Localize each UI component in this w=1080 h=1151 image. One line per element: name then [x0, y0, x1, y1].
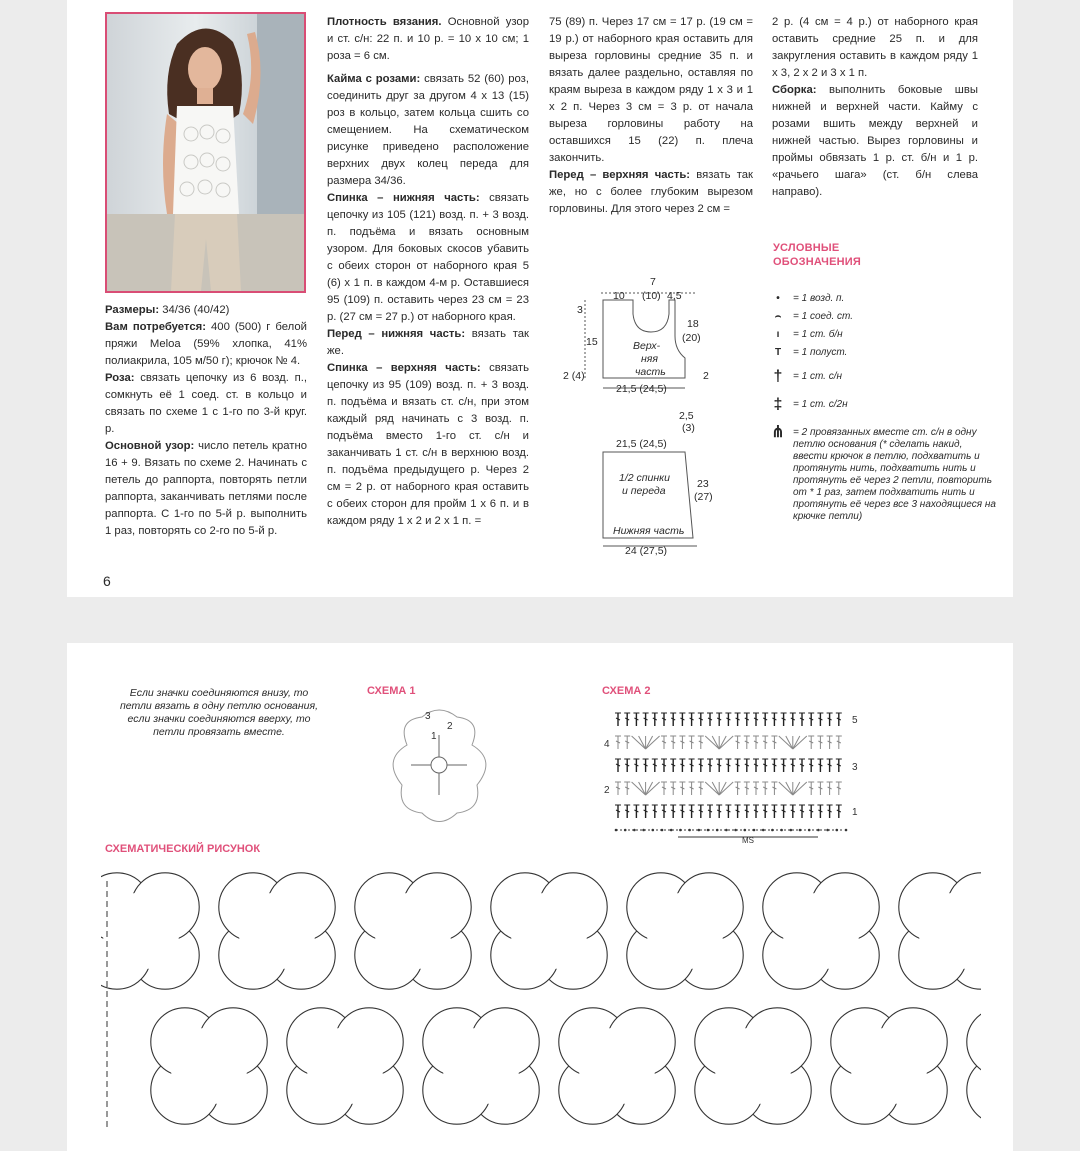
stitch-symbol [753, 713, 759, 726]
stitch-symbol [744, 782, 750, 795]
sizes-label: Размеры: [105, 304, 160, 316]
chain-dot [707, 829, 710, 832]
stitch-symbol [781, 759, 787, 772]
front-upper-label: Перед – верхняя часть: [549, 169, 691, 181]
stitch-symbol [624, 805, 630, 818]
stitch-symbol [762, 782, 768, 795]
stitch-symbol [781, 805, 787, 818]
chain-dot [826, 829, 829, 832]
fan-stitch [719, 736, 733, 749]
diag-lower-inner-2: и переда [622, 485, 666, 497]
diag-upper-inner-2: няя [641, 353, 658, 365]
legend-title-line-1: УСЛОВНЫЕ [773, 242, 840, 254]
stitch-symbol [670, 713, 676, 726]
front-upper-continued: 2 р. (4 см = 4 р.) от наборного края оставить средние 25 п. и для закругления оставить в каждом ряду 1 х 3, 2 х 2 и 3 х 1 п. [772, 16, 978, 79]
legend-item [767, 396, 997, 413]
stitch-symbol [679, 736, 685, 749]
stitch-symbol [670, 759, 676, 772]
diag-lower-top-25: 2,5 [679, 410, 694, 422]
fan-stitch [705, 782, 719, 795]
diag-lower-bottom: 24 (27,5) [625, 545, 668, 557]
stitch-symbol [652, 805, 658, 818]
diag-upper-right-2: 2 [703, 370, 709, 382]
chain-dot [771, 829, 774, 832]
stitch-symbol [633, 759, 639, 772]
chain-dot [817, 829, 820, 832]
stitch-symbol [771, 782, 777, 795]
diag-upper-left-15: 15 [586, 336, 598, 348]
stitch-symbol [725, 759, 731, 772]
stitch-symbol [615, 759, 621, 772]
half-double-crochet-icon: T [774, 347, 782, 358]
legend-title-line-2: ОБОЗНАЧЕНИЯ [773, 256, 861, 268]
stitch-symbol [735, 782, 741, 795]
diag-lower-top-width: 21,5 (24,5) [616, 438, 667, 450]
symbols-note: Если значки соединяются внизу, то петли вязать в одну петлю основания, если значки соединяются вверху, то петли провязать вместе. [119, 687, 319, 738]
legend-item [767, 329, 997, 341]
fan-stitch [712, 736, 719, 749]
materials-label: Вам потребуется: [105, 321, 206, 333]
stitch-symbol [689, 782, 695, 795]
chain-dot [808, 829, 811, 832]
legend-text: = 2 провязанных вместе ст. с/н в одну петлю основания (* сделать накид, ввести крючок в петлю, подхватить и протянуть нить, подхватить нить и протянуть её через 2 петли, повторить от * 1 раз, затем подхватить нить и протянуть её через все 3 находящиеся на крючке петли) [793, 427, 996, 522]
chain-dot [744, 829, 747, 832]
rose-motif [763, 873, 879, 989]
scheme-1-rose-chart [367, 705, 517, 835]
stitch-symbol [615, 713, 621, 726]
fan-stitch [639, 782, 646, 795]
stitch-symbol [836, 713, 842, 726]
fan-stitch [793, 736, 807, 749]
stitch-symbol [633, 713, 639, 726]
rose-motif [219, 873, 335, 989]
front-lower-paragraph [327, 326, 529, 360]
legend-text: = 1 соед. ст. [793, 311, 854, 322]
legend-text: = 1 полуст. [793, 347, 848, 358]
stitch-symbol [781, 713, 787, 726]
stitch-symbol [689, 713, 695, 726]
diag-upper-right-45: 4,5 [667, 290, 682, 302]
row-number-5: 5 [852, 715, 858, 726]
row-number-2: 2 [604, 785, 610, 796]
assembly-paragraph [772, 82, 978, 201]
sizes-value: 34/36 (40/42) [159, 304, 230, 316]
fan-stitch [719, 782, 726, 795]
stitch-symbol [735, 759, 741, 772]
stitch-symbol [615, 782, 621, 795]
density-value: Основной узор и ст. с/н: 22 п. и 10 р. = 10 х 10 см; 1 роза = 6 см. [327, 16, 529, 62]
diag-upper-right-20: (20) [682, 332, 701, 344]
stitch-symbol [735, 736, 741, 749]
diag-upper-left-2: 2 (4) [563, 370, 585, 382]
dc2tog-icon: ⋔ [771, 424, 785, 441]
back-upper-paragraph [327, 360, 529, 530]
stitch-symbol [744, 736, 750, 749]
fan-stitch [639, 736, 646, 749]
treble-crochet-icon: ‡ [773, 396, 783, 413]
stitch-symbol [661, 759, 667, 772]
stitch-symbol [744, 805, 750, 818]
diag-upper-left-3: 3 [577, 304, 583, 316]
stitch-symbol [771, 805, 777, 818]
stitch-symbol [836, 782, 842, 795]
stitch-symbol [799, 805, 805, 818]
stitch-symbol [624, 782, 630, 795]
back-upper-value: связать цепочку из 95 (109) возд. п. + 3 возд. п. подъёма и вязать ст. с/н, при этом каждый ряд начинать с 3 возд. п. подъёма вместо 1-го ст. с/н и заканчивать 1 ст. с/н в верхнюю возд. п. подъёма предыдущего р. Через 2 см = 2 р. от наборного края оставить с обеих сторон для пройм 1 х 6 п. и в каждом ряду 1 х 2 и 2 х 1 п. = [327, 362, 529, 527]
legend-list [767, 293, 997, 523]
stitch-symbol [808, 782, 814, 795]
density-label: Плотность вязания. [327, 16, 442, 28]
main-pattern-label: Основной узор: [105, 440, 195, 452]
chain-dot [716, 829, 719, 832]
model-photo-illustration [107, 14, 304, 291]
stitch-symbol [661, 713, 667, 726]
rose-motif [423, 1008, 539, 1124]
stitch-symbol [817, 713, 823, 726]
chain-dot [615, 829, 618, 832]
row-number-4: 4 [604, 739, 610, 750]
materials-paragraph [105, 319, 307, 370]
stitch-symbol [827, 759, 833, 772]
slip-stitch-icon: ⌢ [774, 311, 782, 322]
stitch-symbol [827, 782, 833, 795]
stitch-symbol [725, 805, 731, 818]
stitch-symbol [753, 782, 759, 795]
rose-motif [695, 1008, 811, 1124]
fan-stitch [646, 736, 653, 749]
round-label-1: 1 [431, 731, 437, 742]
stitch-symbol [808, 805, 814, 818]
stitch-symbol [698, 759, 704, 772]
diag-upper-left-10: 10 [613, 290, 625, 302]
stitch-symbol [827, 713, 833, 726]
chain-dot [688, 829, 691, 832]
main-pattern-paragraph [105, 438, 307, 540]
stitch-symbol [735, 713, 741, 726]
stitch-symbol [771, 759, 777, 772]
stitch-symbol [817, 759, 823, 772]
diag-upper-top-7: 7 [650, 276, 656, 288]
legend-item [767, 347, 997, 359]
front-lower-value: вязать так же. [327, 328, 529, 357]
stitch-symbol [817, 782, 823, 795]
main-pattern-value: число петель кратно 16 + 9. Вязать по схеме 2. Начинать с петель до раппорта, повторять петли раппорта, заканчивать петлями после раппорта. С 1-го по 5-й р. выполнить 1 раз, повторять со 2-го по 5-й р. [105, 440, 307, 537]
stitch-symbol [679, 759, 685, 772]
stitch-symbol [817, 736, 823, 749]
text-column-4 [772, 14, 978, 201]
fan-stitch [705, 736, 719, 749]
stitch-symbol [689, 736, 695, 749]
legend-title [773, 241, 861, 269]
fan-stitch [793, 736, 800, 749]
stitch-symbol [698, 782, 704, 795]
diag-upper-right-18: 18 [687, 318, 699, 330]
chain-dot [762, 829, 765, 832]
rose-motif [355, 873, 471, 989]
stitch-symbol [771, 713, 777, 726]
fan-stitch [719, 782, 733, 795]
front-upper-value: вязать так же, но с более глубоким вырезом горловины. Для этого через 2 см = [549, 169, 753, 215]
back-lower-paragraph [327, 190, 529, 326]
fan-stitch [646, 782, 653, 795]
stitch-symbol [652, 759, 658, 772]
fan-stitch [646, 736, 660, 749]
sizes-paragraph [105, 302, 307, 319]
fan-stitch [646, 782, 660, 795]
border-value: связать 52 (60) роз, соединить друг за другом 4 х 13 (15) роз в кольцо, затем кольца сшить со смещением. На схематическом рисунке приведено расположение верхних двух колец переда для размера 34/36. [327, 73, 530, 187]
legend-item [767, 368, 997, 385]
stitch-symbol [735, 805, 741, 818]
diag-upper-mid-10: (10) [642, 290, 661, 302]
fan-stitch [793, 782, 807, 795]
rose-chain-schematic [101, 861, 981, 1151]
stitch-symbol [661, 805, 667, 818]
stitch-symbol [790, 713, 796, 726]
stitch-symbol [827, 805, 833, 818]
fan-stitch [632, 782, 646, 795]
stitch-symbol [707, 713, 713, 726]
rose-motif [151, 1008, 267, 1124]
stitch-symbol [679, 805, 685, 818]
fan-stitch [712, 782, 719, 795]
legend-text: = 1 ст. с/2н [793, 399, 848, 410]
stitch-symbol [762, 713, 768, 726]
stitch-symbol [670, 782, 676, 795]
chain-dot [799, 829, 802, 832]
stitch-symbol [753, 805, 759, 818]
fan-stitch [786, 782, 793, 795]
border-paragraph [327, 71, 529, 190]
text-column-3 [549, 14, 753, 218]
round-label-3: 3 [425, 711, 431, 722]
diag-upper-bottom: 21,5 (24,5) [616, 383, 667, 395]
chain-dot [845, 829, 848, 832]
stitch-symbol [624, 736, 630, 749]
text-column-2 [327, 14, 529, 530]
density-paragraph [327, 14, 529, 65]
stitch-symbol [707, 759, 713, 772]
chain-dot [633, 829, 636, 832]
legend-item [767, 424, 997, 523]
rose-paragraph [105, 370, 307, 438]
fan-stitch [779, 782, 793, 795]
legend-text: = 1 возд. п. [793, 293, 845, 304]
rose-motif [967, 1008, 981, 1124]
stitch-symbol [762, 759, 768, 772]
diag-upper-inner-1: Верх- [633, 340, 661, 352]
rose-motif [627, 873, 743, 989]
stitch-symbol [808, 759, 814, 772]
stitch-symbol [707, 805, 713, 818]
stitch-symbol [817, 805, 823, 818]
stitch-symbol [698, 805, 704, 818]
round-label-2: 2 [447, 721, 453, 732]
assembly-value: выполнить боковые швы нижней и верхней части. Кайму с розами вшить между верхней и нижней частью. Вырез горловины и проймы обвязать 1 р. ст. б/н и 1 р. «рачьего шага» (ст. б/н слева направо). [772, 84, 978, 198]
stitch-symbol [799, 759, 805, 772]
rose-motif [831, 1008, 947, 1124]
stitch-symbol [689, 759, 695, 772]
diag-lower-inner-1: 1/2 спинки [619, 472, 670, 484]
stitch-symbol [643, 805, 649, 818]
page-number: 6 [103, 573, 111, 589]
stitch-symbol [689, 805, 695, 818]
diag-lower-top-3: (3) [682, 422, 695, 434]
stitch-symbol [799, 713, 805, 726]
rose-motif [101, 873, 199, 989]
stitch-symbol [725, 713, 731, 726]
chain-dot [698, 829, 701, 832]
fan-stitch [719, 736, 726, 749]
ms-label: MS [742, 836, 754, 845]
stitch-symbol [753, 759, 759, 772]
stitch-symbol [716, 759, 722, 772]
stitch-symbol [661, 782, 667, 795]
chain-dot [679, 829, 682, 832]
stitch-symbol [643, 759, 649, 772]
rose-motif [559, 1008, 675, 1124]
scheme-2-stitch-chart [602, 705, 862, 845]
diag-lower-right-27: (27) [694, 491, 713, 503]
fan-stitch [779, 736, 793, 749]
legend-text: = 1 ст. б/н [793, 329, 843, 340]
stitch-symbol [762, 805, 768, 818]
scheme-2-title: СХЕМА 2 [602, 685, 651, 697]
stitch-symbol [615, 736, 621, 749]
stitch-symbol [615, 805, 621, 818]
stitch-symbol [771, 736, 777, 749]
stitch-symbol [698, 736, 704, 749]
chain-dot [652, 829, 655, 832]
rose-value: связать цепочку из 6 возд. п., сомкнуть её 1 соед. ст. в кольцо и связать по схеме 1 с 1-го по 3-й круг. р. [105, 372, 307, 435]
materials-value: 400 (500) г белой пряжи Meloa (59% хлопка, 41% полиакрила, 105 м/50 г); крючок № 4. [105, 321, 307, 367]
legend-item [767, 293, 997, 305]
back-upper-continued: 75 (89) п. Через 17 см = 17 р. (19 см = 19 р.) от наборного края оставить для выреза горловины средние 35 п. и вязать далее раздельно, оставляя по краям выреза в каждом ряду 1 х 3 и 1 х 2 п. Через 3 см = 3 р. от начала выреза горловины работу на оставшихся 15 (22) п. плеча закончить. [549, 16, 753, 164]
stitch-symbol [670, 736, 676, 749]
rose-motif [491, 873, 607, 989]
stitch-symbol [827, 736, 833, 749]
stitch-symbol [762, 736, 768, 749]
fan-stitch [632, 736, 646, 749]
row-number-3: 3 [852, 762, 858, 773]
stitch-symbol [670, 805, 676, 818]
diag-upper-inner-3: часть [635, 366, 666, 378]
stitch-symbol [790, 805, 796, 818]
chain-dot [836, 829, 839, 832]
chain-dot [734, 829, 737, 832]
front-upper-paragraph [549, 167, 753, 218]
back-lower-value: связать цепочку из 105 (121) возд. п. + 3 возд. п. подъёма и вязать основным узором. Для боковых скосов убавить с обеих сторон от наборного края 5 (6) х 1 п. в каждом 4-м р. Оставшиеся 95 (109) п. оставить через 23 см = 23 р. (27 см = 27 р.) от наборного края. [327, 192, 529, 323]
stitch-symbol [808, 736, 814, 749]
double-crochet-icon: † [773, 368, 783, 385]
fan-stitch [793, 782, 800, 795]
back-lower-label: Спинка – нижняя часть: [327, 192, 480, 204]
back-upper-label: Спинка – верхняя часть: [327, 362, 481, 374]
chain-dot [725, 829, 728, 832]
stitch-symbol [836, 736, 842, 749]
stitch-symbol [836, 759, 842, 772]
stitch-symbol [836, 805, 842, 818]
chain-dot [670, 829, 673, 832]
diag-lower-right-23: 23 [697, 478, 709, 490]
row-number-1: 1 [852, 807, 858, 818]
stitch-symbol [744, 713, 750, 726]
stitch-symbol [744, 759, 750, 772]
scheme-1-title: СХЕМА 1 [367, 685, 416, 697]
chain-dot [753, 829, 756, 832]
assembly-label: Сборка: [772, 84, 817, 96]
stitch-symbol [679, 782, 685, 795]
stitch-symbol [716, 713, 722, 726]
stitch-symbol [652, 713, 658, 726]
stitch-symbol [624, 759, 630, 772]
legend-text: = 1 ст. с/н [793, 371, 843, 382]
stitch-symbol [808, 713, 814, 726]
schematic-title: СХЕМАТИЧЕСКИЙ РИСУНОК [105, 843, 261, 855]
rose-motif [899, 873, 981, 989]
legend-item [767, 311, 997, 323]
single-crochet-icon: ı [776, 329, 780, 340]
stitch-symbol [753, 736, 759, 749]
magazine-page-schemes [67, 643, 1013, 1151]
stitch-symbol [661, 736, 667, 749]
stitch-symbol [790, 759, 796, 772]
chain-dot [624, 829, 627, 832]
stitch-symbol [679, 713, 685, 726]
text-column-1 [105, 302, 307, 540]
diag-lower-inner-3: Нижняя часть [613, 525, 685, 537]
chain-dot [642, 829, 645, 832]
stitch-symbol [698, 713, 704, 726]
fan-stitch [786, 736, 793, 749]
stitch-symbol [633, 805, 639, 818]
chain-dot [780, 829, 783, 832]
chain-dot [790, 829, 793, 832]
model-photo [105, 12, 306, 293]
chain-stitch-icon: • [776, 293, 780, 304]
stitch-symbol [716, 805, 722, 818]
stitch-symbol [624, 713, 630, 726]
stitch-symbol [643, 713, 649, 726]
magazine-page-6 [67, 0, 1013, 597]
border-label: Кайма с розами: [327, 73, 421, 85]
rose-motif [287, 1008, 403, 1124]
front-lower-label: Перед – нижняя часть: [327, 328, 466, 340]
chain-dot [661, 829, 664, 832]
rose-label: Роза: [105, 372, 135, 384]
